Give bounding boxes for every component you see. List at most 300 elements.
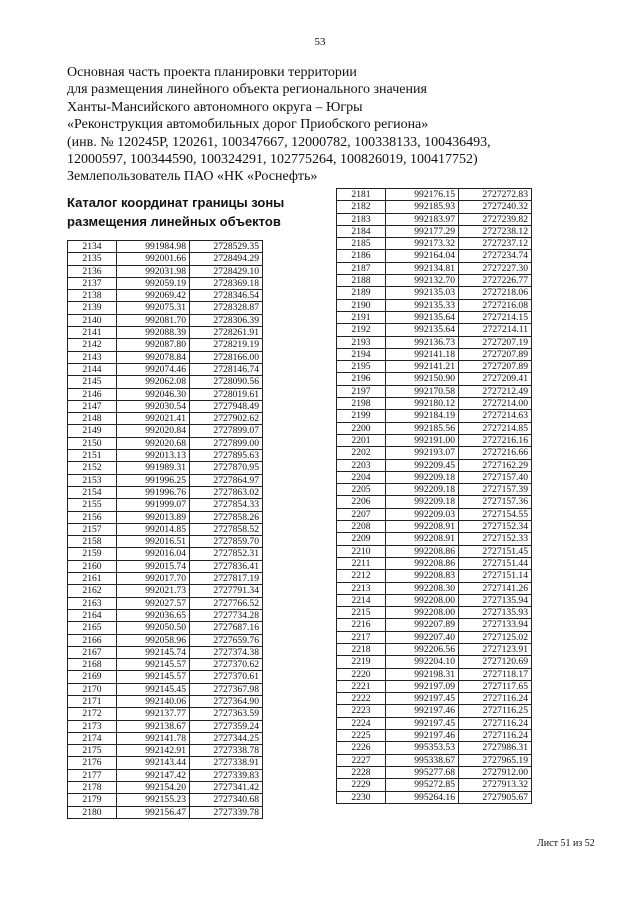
point-number-cell: 2157 <box>68 523 117 535</box>
table-row <box>68 376 263 388</box>
point-number-cell: 2160 <box>68 560 117 572</box>
point-number-cell: 2167 <box>68 646 117 658</box>
table-row <box>337 459 532 471</box>
point-number-cell: 2155 <box>68 499 117 511</box>
point-number-cell: 2149 <box>68 425 117 437</box>
x-coordinate-cell: 992027.57 <box>117 597 190 609</box>
point-number-cell: 2184 <box>337 225 386 237</box>
table-row <box>337 545 532 557</box>
y-coordinate-cell: 2727123.91 <box>459 643 532 655</box>
y-coordinate-cell: 2727766.52 <box>190 597 263 609</box>
x-coordinate-cell: 992197.46 <box>386 730 459 742</box>
y-coordinate-cell: 2727912.00 <box>459 766 532 778</box>
point-number-cell: 2148 <box>68 413 117 425</box>
table-row <box>337 717 532 729</box>
y-coordinate-cell: 2727363.59 <box>190 708 263 720</box>
table-row <box>337 238 532 250</box>
point-number-cell: 2146 <box>68 388 117 400</box>
point-number-cell: 2175 <box>68 745 117 757</box>
x-coordinate-cell: 992088.39 <box>117 327 190 339</box>
table-row <box>68 671 263 683</box>
x-coordinate-cell: 992208.86 <box>386 557 459 569</box>
point-number-cell: 2177 <box>68 769 117 781</box>
point-number-cell: 2172 <box>68 708 117 720</box>
x-coordinate-cell: 992135.33 <box>386 299 459 311</box>
y-coordinate-cell: 2727157.40 <box>459 471 532 483</box>
x-coordinate-cell: 995277.68 <box>386 766 459 778</box>
y-coordinate-cell: 2727341.42 <box>190 782 263 794</box>
point-number-cell: 2202 <box>337 447 386 459</box>
point-number-cell: 2206 <box>337 496 386 508</box>
table-row <box>337 373 532 385</box>
catalog-title: Каталог координат границы зоны размещения линейных объектов <box>67 195 285 229</box>
table-row <box>337 361 532 373</box>
x-coordinate-cell: 991989.31 <box>117 462 190 474</box>
y-coordinate-cell: 2727836.41 <box>190 560 263 572</box>
x-coordinate-cell: 992164.04 <box>386 250 459 262</box>
x-coordinate-cell: 992155.23 <box>117 794 190 806</box>
x-coordinate-cell: 992020.68 <box>117 437 190 449</box>
y-coordinate-cell: 2727902.62 <box>190 413 263 425</box>
table-row <box>68 782 263 794</box>
x-coordinate-cell: 992001.66 <box>117 253 190 265</box>
point-number-cell: 2192 <box>337 324 386 336</box>
table-row <box>337 311 532 323</box>
x-coordinate-cell: 991984.98 <box>117 241 190 253</box>
y-coordinate-cell: 2727151.45 <box>459 545 532 557</box>
y-coordinate-cell: 2727899.00 <box>190 437 263 449</box>
table-row <box>337 631 532 643</box>
y-coordinate-cell: 2727339.78 <box>190 806 263 818</box>
table-row <box>68 437 263 449</box>
x-coordinate-cell: 992141.18 <box>386 348 459 360</box>
point-number-cell: 2142 <box>68 339 117 351</box>
point-number-cell: 2164 <box>68 609 117 621</box>
x-coordinate-cell: 992074.46 <box>117 363 190 375</box>
x-coordinate-cell: 992147.42 <box>117 769 190 781</box>
y-coordinate-cell: 2728090.56 <box>190 376 263 388</box>
x-coordinate-cell: 992177.29 <box>386 225 459 237</box>
x-coordinate-cell: 995264.16 <box>386 791 459 803</box>
table-row <box>68 277 263 289</box>
x-coordinate-cell: 992081.70 <box>117 314 190 326</box>
table-row <box>337 693 532 705</box>
x-coordinate-cell: 992140.06 <box>117 695 190 707</box>
table-row <box>68 523 263 535</box>
y-coordinate-cell: 2727218.06 <box>459 287 532 299</box>
y-coordinate-cell: 2727339.83 <box>190 769 263 781</box>
table-row <box>337 348 532 360</box>
point-number-cell: 2174 <box>68 732 117 744</box>
point-number-cell: 2134 <box>68 241 117 253</box>
table-row <box>337 730 532 742</box>
table-row <box>68 757 263 769</box>
point-number-cell: 2224 <box>337 717 386 729</box>
point-number-cell: 2225 <box>337 730 386 742</box>
table-row <box>68 609 263 621</box>
y-coordinate-cell: 2727214.00 <box>459 398 532 410</box>
y-coordinate-cell: 2727237.12 <box>459 238 532 250</box>
x-coordinate-cell: 992209.45 <box>386 459 459 471</box>
y-coordinate-cell: 2727791.34 <box>190 585 263 597</box>
table-row <box>68 548 263 560</box>
y-coordinate-cell: 2727226.77 <box>459 275 532 287</box>
x-coordinate-cell: 992170.58 <box>386 385 459 397</box>
y-coordinate-cell: 2728219.19 <box>190 339 263 351</box>
point-number-cell: 2138 <box>68 290 117 302</box>
table-row <box>337 791 532 803</box>
x-coordinate-cell: 992059.19 <box>117 277 190 289</box>
point-number-cell: 2207 <box>337 508 386 520</box>
x-coordinate-cell: 992135.64 <box>386 324 459 336</box>
point-number-cell: 2219 <box>337 656 386 668</box>
x-coordinate-cell: 992030.54 <box>117 400 190 412</box>
table-row <box>337 422 532 434</box>
point-number-cell: 2187 <box>337 262 386 274</box>
table-row <box>68 646 263 658</box>
x-coordinate-cell: 992208.83 <box>386 570 459 582</box>
x-coordinate-cell: 992193.07 <box>386 447 459 459</box>
x-coordinate-cell: 992141.21 <box>386 361 459 373</box>
y-coordinate-cell: 2727207.19 <box>459 336 532 348</box>
y-coordinate-cell: 2727948.49 <box>190 400 263 412</box>
table-row <box>68 511 263 523</box>
point-number-cell: 2185 <box>337 238 386 250</box>
x-coordinate-cell: 995338.67 <box>386 754 459 766</box>
table-row <box>337 754 532 766</box>
x-coordinate-cell: 992138.67 <box>117 720 190 732</box>
table-row <box>68 241 263 253</box>
y-coordinate-cell: 2727238.12 <box>459 225 532 237</box>
point-number-cell: 2158 <box>68 536 117 548</box>
x-coordinate-cell: 992208.30 <box>386 582 459 594</box>
point-number-cell: 2209 <box>337 533 386 545</box>
point-number-cell: 2180 <box>68 806 117 818</box>
y-coordinate-cell: 2727214.11 <box>459 324 532 336</box>
y-coordinate-cell: 2727216.16 <box>459 434 532 446</box>
table-row <box>68 745 263 757</box>
table-row <box>68 462 263 474</box>
point-number-cell: 2210 <box>337 545 386 557</box>
point-number-cell: 2168 <box>68 659 117 671</box>
y-coordinate-cell: 2727240.32 <box>459 201 532 213</box>
y-coordinate-cell: 2727344.25 <box>190 732 263 744</box>
table-row <box>68 265 263 277</box>
x-coordinate-cell: 992141.78 <box>117 732 190 744</box>
table-row <box>337 508 532 520</box>
table-row <box>68 363 263 375</box>
y-coordinate-cell: 2727734.28 <box>190 609 263 621</box>
y-coordinate-cell: 2727905.67 <box>459 791 532 803</box>
x-coordinate-cell: 992209.18 <box>386 471 459 483</box>
x-coordinate-cell: 992208.86 <box>386 545 459 557</box>
point-number-cell: 2197 <box>337 385 386 397</box>
y-coordinate-cell: 2727151.14 <box>459 570 532 582</box>
x-coordinate-cell: 992197.45 <box>386 693 459 705</box>
x-coordinate-cell: 992176.15 <box>386 189 459 201</box>
x-coordinate-cell: 992206.56 <box>386 643 459 655</box>
header-line: Землепользователь ПАО «НК «Роснефть» <box>67 169 318 185</box>
table-row <box>337 213 532 225</box>
x-coordinate-cell: 992145.57 <box>117 671 190 683</box>
table-row <box>337 225 532 237</box>
x-coordinate-cell: 991996.76 <box>117 486 190 498</box>
sheet-label: Лист 51 из 52 <box>537 838 595 849</box>
x-coordinate-cell: 995272.85 <box>386 779 459 791</box>
point-number-cell: 2140 <box>68 314 117 326</box>
point-number-cell: 2151 <box>68 450 117 462</box>
point-number-cell: 2183 <box>337 213 386 225</box>
y-coordinate-cell: 2727239.82 <box>459 213 532 225</box>
y-coordinate-cell: 2727854.33 <box>190 499 263 511</box>
y-coordinate-cell: 2727913.32 <box>459 779 532 791</box>
y-coordinate-cell: 2727207.89 <box>459 348 532 360</box>
x-coordinate-cell: 992021.41 <box>117 413 190 425</box>
table-row <box>337 779 532 791</box>
y-coordinate-cell: 2727858.26 <box>190 511 263 523</box>
point-number-cell: 2173 <box>68 720 117 732</box>
y-coordinate-cell: 2728146.74 <box>190 363 263 375</box>
y-coordinate-cell: 2727687.16 <box>190 622 263 634</box>
y-coordinate-cell: 2727141.26 <box>459 582 532 594</box>
x-coordinate-cell: 992208.00 <box>386 607 459 619</box>
x-coordinate-cell: 992142.91 <box>117 745 190 757</box>
point-number-cell: 2153 <box>68 474 117 486</box>
y-coordinate-cell: 2727152.33 <box>459 533 532 545</box>
x-coordinate-cell: 992198.31 <box>386 668 459 680</box>
table-row <box>337 656 532 668</box>
y-coordinate-cell: 2727116.24 <box>459 730 532 742</box>
x-coordinate-cell: 992134.81 <box>386 262 459 274</box>
table-row <box>68 302 263 314</box>
x-coordinate-cell: 992021.73 <box>117 585 190 597</box>
x-coordinate-cell: 992208.91 <box>386 521 459 533</box>
x-coordinate-cell: 992197.45 <box>386 717 459 729</box>
table-row <box>68 425 263 437</box>
table-row <box>337 496 532 508</box>
y-coordinate-cell: 2727209.41 <box>459 373 532 385</box>
y-coordinate-cell: 2728261.91 <box>190 327 263 339</box>
y-coordinate-cell: 2727374.38 <box>190 646 263 658</box>
y-coordinate-cell: 2727157.39 <box>459 484 532 496</box>
page-number: 53 <box>314 36 326 48</box>
x-coordinate-cell: 992145.57 <box>117 659 190 671</box>
x-coordinate-cell: 991999.07 <box>117 499 190 511</box>
x-coordinate-cell: 992016.51 <box>117 536 190 548</box>
table-row <box>68 683 263 695</box>
table-row <box>337 680 532 692</box>
x-coordinate-cell: 992020.84 <box>117 425 190 437</box>
x-coordinate-cell: 992154.20 <box>117 782 190 794</box>
x-coordinate-cell: 992137.77 <box>117 708 190 720</box>
y-coordinate-cell: 2727864.97 <box>190 474 263 486</box>
y-coordinate-cell: 2727216.08 <box>459 299 532 311</box>
x-coordinate-cell: 992069.42 <box>117 290 190 302</box>
y-coordinate-cell: 2728369.18 <box>190 277 263 289</box>
point-number-cell: 2230 <box>337 791 386 803</box>
y-coordinate-cell: 2728346.54 <box>190 290 263 302</box>
y-coordinate-cell: 2727135.93 <box>459 607 532 619</box>
x-coordinate-cell: 992156.47 <box>117 806 190 818</box>
table-row <box>68 339 263 351</box>
y-coordinate-cell: 2727151.44 <box>459 557 532 569</box>
x-coordinate-cell: 992208.00 <box>386 594 459 606</box>
y-coordinate-cell: 2727338.91 <box>190 757 263 769</box>
x-coordinate-cell: 992017.70 <box>117 573 190 585</box>
point-number-cell: 2152 <box>68 462 117 474</box>
x-coordinate-cell: 992145.74 <box>117 646 190 658</box>
table-row <box>337 619 532 631</box>
table-row <box>68 597 263 609</box>
x-coordinate-cell: 992013.89 <box>117 511 190 523</box>
x-coordinate-cell: 992183.97 <box>386 213 459 225</box>
coordinates-table-left <box>67 240 263 819</box>
point-number-cell: 2218 <box>337 643 386 655</box>
y-coordinate-cell: 2727965.19 <box>459 754 532 766</box>
y-coordinate-cell: 2727359.24 <box>190 720 263 732</box>
point-number-cell: 2188 <box>337 275 386 287</box>
x-coordinate-cell: 992191.00 <box>386 434 459 446</box>
x-coordinate-cell: 991996.25 <box>117 474 190 486</box>
point-number-cell: 2143 <box>68 351 117 363</box>
table-row <box>68 573 263 585</box>
y-coordinate-cell: 2727659.76 <box>190 634 263 646</box>
point-number-cell: 2189 <box>337 287 386 299</box>
header-line: для размещения линейного объекта регионального значения <box>67 82 427 98</box>
point-number-cell: 2215 <box>337 607 386 619</box>
y-coordinate-cell: 2727207.89 <box>459 361 532 373</box>
x-coordinate-cell: 992058.96 <box>117 634 190 646</box>
x-coordinate-cell: 992013.13 <box>117 450 190 462</box>
point-number-cell: 2182 <box>337 201 386 213</box>
point-number-cell: 2211 <box>337 557 386 569</box>
y-coordinate-cell: 2727118.17 <box>459 668 532 680</box>
y-coordinate-cell: 2727133.94 <box>459 619 532 631</box>
x-coordinate-cell: 992197.09 <box>386 680 459 692</box>
y-coordinate-cell: 2727227.30 <box>459 262 532 274</box>
y-coordinate-cell: 2727364.90 <box>190 695 263 707</box>
point-number-cell: 2141 <box>68 327 117 339</box>
table-row <box>68 720 263 732</box>
point-number-cell: 2147 <box>68 400 117 412</box>
point-number-cell: 2179 <box>68 794 117 806</box>
table-row <box>68 450 263 462</box>
table-row <box>337 557 532 569</box>
point-number-cell: 2145 <box>68 376 117 388</box>
y-coordinate-cell: 2727234.74 <box>459 250 532 262</box>
point-number-cell: 2201 <box>337 434 386 446</box>
point-number-cell: 2199 <box>337 410 386 422</box>
x-coordinate-cell: 992031.98 <box>117 265 190 277</box>
table-row <box>68 314 263 326</box>
table-row <box>337 533 532 545</box>
point-number-cell: 2214 <box>337 594 386 606</box>
y-coordinate-cell: 2728166.00 <box>190 351 263 363</box>
y-coordinate-cell: 2727338.78 <box>190 745 263 757</box>
table-row <box>68 327 263 339</box>
point-number-cell: 2217 <box>337 631 386 643</box>
y-coordinate-cell: 2727986.31 <box>459 742 532 754</box>
table-row <box>337 668 532 680</box>
point-number-cell: 2228 <box>337 766 386 778</box>
point-number-cell: 2156 <box>68 511 117 523</box>
y-coordinate-cell: 2727272.83 <box>459 189 532 201</box>
table-row <box>337 471 532 483</box>
table-row <box>68 585 263 597</box>
y-coordinate-cell: 2727162.29 <box>459 459 532 471</box>
x-coordinate-cell: 992185.93 <box>386 201 459 213</box>
y-coordinate-cell: 2727895.63 <box>190 450 263 462</box>
table-row <box>337 385 532 397</box>
table-row <box>337 398 532 410</box>
table-row <box>68 536 263 548</box>
y-coordinate-cell: 2727120.69 <box>459 656 532 668</box>
y-coordinate-cell: 2727370.62 <box>190 659 263 671</box>
y-coordinate-cell: 2727214.85 <box>459 422 532 434</box>
header-line: 12000597, 100344590, 100324291, 102775264, 100826019, 100417752) <box>67 152 478 168</box>
point-number-cell: 2196 <box>337 373 386 385</box>
point-number-cell: 2154 <box>68 486 117 498</box>
y-coordinate-cell: 2728328.87 <box>190 302 263 314</box>
table-row <box>337 250 532 262</box>
point-number-cell: 2216 <box>337 619 386 631</box>
x-coordinate-cell: 992075.31 <box>117 302 190 314</box>
header-line: Основная часть проекта планировки территории <box>67 65 357 80</box>
point-number-cell: 2193 <box>337 336 386 348</box>
x-coordinate-cell: 992135.64 <box>386 311 459 323</box>
header-line: «Реконструкция автомобильных дорог Приобского региона» <box>67 117 429 133</box>
point-number-cell: 2186 <box>337 250 386 262</box>
y-coordinate-cell: 2727116.25 <box>459 705 532 717</box>
y-coordinate-cell: 2727157.36 <box>459 496 532 508</box>
point-number-cell: 2229 <box>337 779 386 791</box>
coordinates-table-right <box>336 188 532 804</box>
point-number-cell: 2135 <box>68 253 117 265</box>
point-number-cell: 2163 <box>68 597 117 609</box>
point-number-cell: 2162 <box>68 585 117 597</box>
table-row <box>337 410 532 422</box>
x-coordinate-cell: 992207.89 <box>386 619 459 631</box>
table-row <box>337 434 532 446</box>
point-number-cell: 2204 <box>337 471 386 483</box>
point-number-cell: 2194 <box>337 348 386 360</box>
y-coordinate-cell: 2727858.52 <box>190 523 263 535</box>
x-coordinate-cell: 992136.73 <box>386 336 459 348</box>
table-row <box>68 388 263 400</box>
table-row <box>337 189 532 201</box>
header-line: Ханты-Мансийского автономного округа – Югры <box>67 99 363 115</box>
table-row <box>337 287 532 299</box>
table-row <box>337 262 532 274</box>
point-number-cell: 2227 <box>337 754 386 766</box>
x-coordinate-cell: 992209.18 <box>386 484 459 496</box>
point-number-cell: 2213 <box>337 582 386 594</box>
y-coordinate-cell: 2727852.31 <box>190 548 263 560</box>
x-coordinate-cell: 992150.90 <box>386 373 459 385</box>
table-row <box>337 582 532 594</box>
point-number-cell: 2190 <box>337 299 386 311</box>
x-coordinate-cell: 992209.03 <box>386 508 459 520</box>
x-coordinate-cell: 995353.53 <box>386 742 459 754</box>
x-coordinate-cell: 992016.04 <box>117 548 190 560</box>
point-number-cell: 2166 <box>68 634 117 646</box>
point-number-cell: 2144 <box>68 363 117 375</box>
x-coordinate-cell: 992197.46 <box>386 705 459 717</box>
table-row <box>68 253 263 265</box>
x-coordinate-cell: 992180.12 <box>386 398 459 410</box>
table-row <box>337 201 532 213</box>
table-row <box>337 742 532 754</box>
